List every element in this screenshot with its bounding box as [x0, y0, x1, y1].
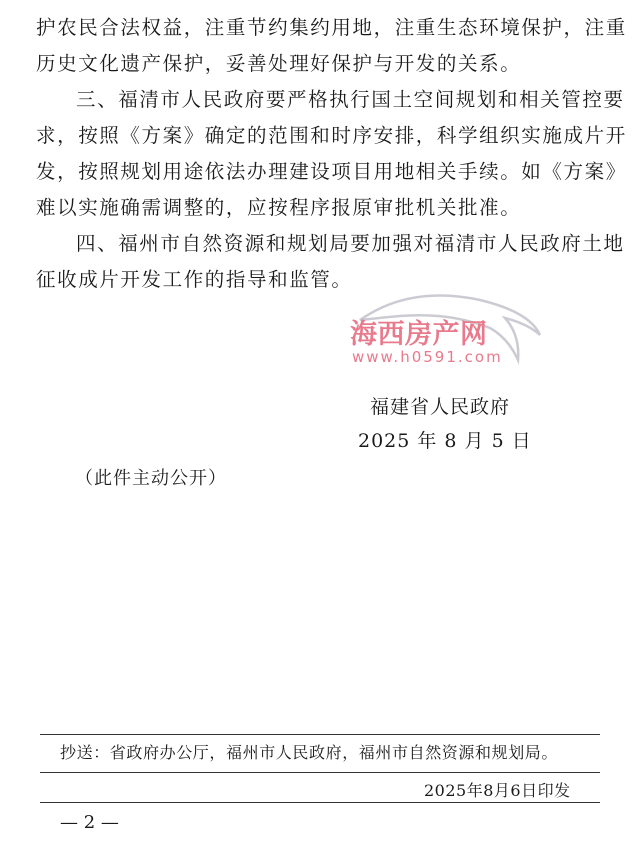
watermark-url: www.h0591.com	[352, 348, 503, 366]
text-line: 难以实施确需调整的，应按程序报原审批机关批准。	[36, 196, 522, 219]
footer-divider-middle	[40, 772, 600, 773]
paragraph-item-four	[36, 226, 625, 298]
issue-date: 2025年8月6日印发	[424, 781, 571, 800]
watermark-name: 海西房产网	[350, 319, 488, 350]
publicity-note: （此件主动公开）	[75, 468, 227, 489]
document-body	[36, 10, 627, 298]
signing-organization: 福建省人民政府	[370, 396, 511, 418]
text-line: 四、福州市自然资源和规划局要加强对福清市人民政府土地	[76, 232, 625, 255]
paragraph-item-three	[36, 82, 627, 226]
text-line: 三、福清市人民政府要严格执行国土空间规划和相关管控要	[76, 88, 625, 111]
signing-date: 2025 年 8 月 5 日	[358, 430, 532, 452]
text-line: 历史文化遗产保护，妥善处理好保护与开发的关系。	[36, 52, 522, 75]
footer-divider-bottom	[40, 802, 600, 803]
page-number: — 2 —	[60, 812, 119, 833]
footer-divider-top	[40, 734, 600, 735]
paragraph-continuation	[36, 10, 627, 82]
text-line: 征收成片开发工作的指导和监管。	[36, 268, 353, 291]
watermark-logo	[340, 290, 550, 390]
text-line: 发，按照规划用途依法办理建设项目用地相关手续。如《方案》	[36, 160, 627, 183]
cc-recipients: 抄送：省政府办公厅，福州市人民政府，福州市自然资源和规划局。	[60, 743, 559, 762]
text-line: 求，按照《方案》确定的范围和时序安排，科学组织实施成片开	[36, 124, 627, 147]
text-line: 护农民合法权益，注重节约集约用地，注重生态环境保护，注重	[36, 16, 627, 39]
